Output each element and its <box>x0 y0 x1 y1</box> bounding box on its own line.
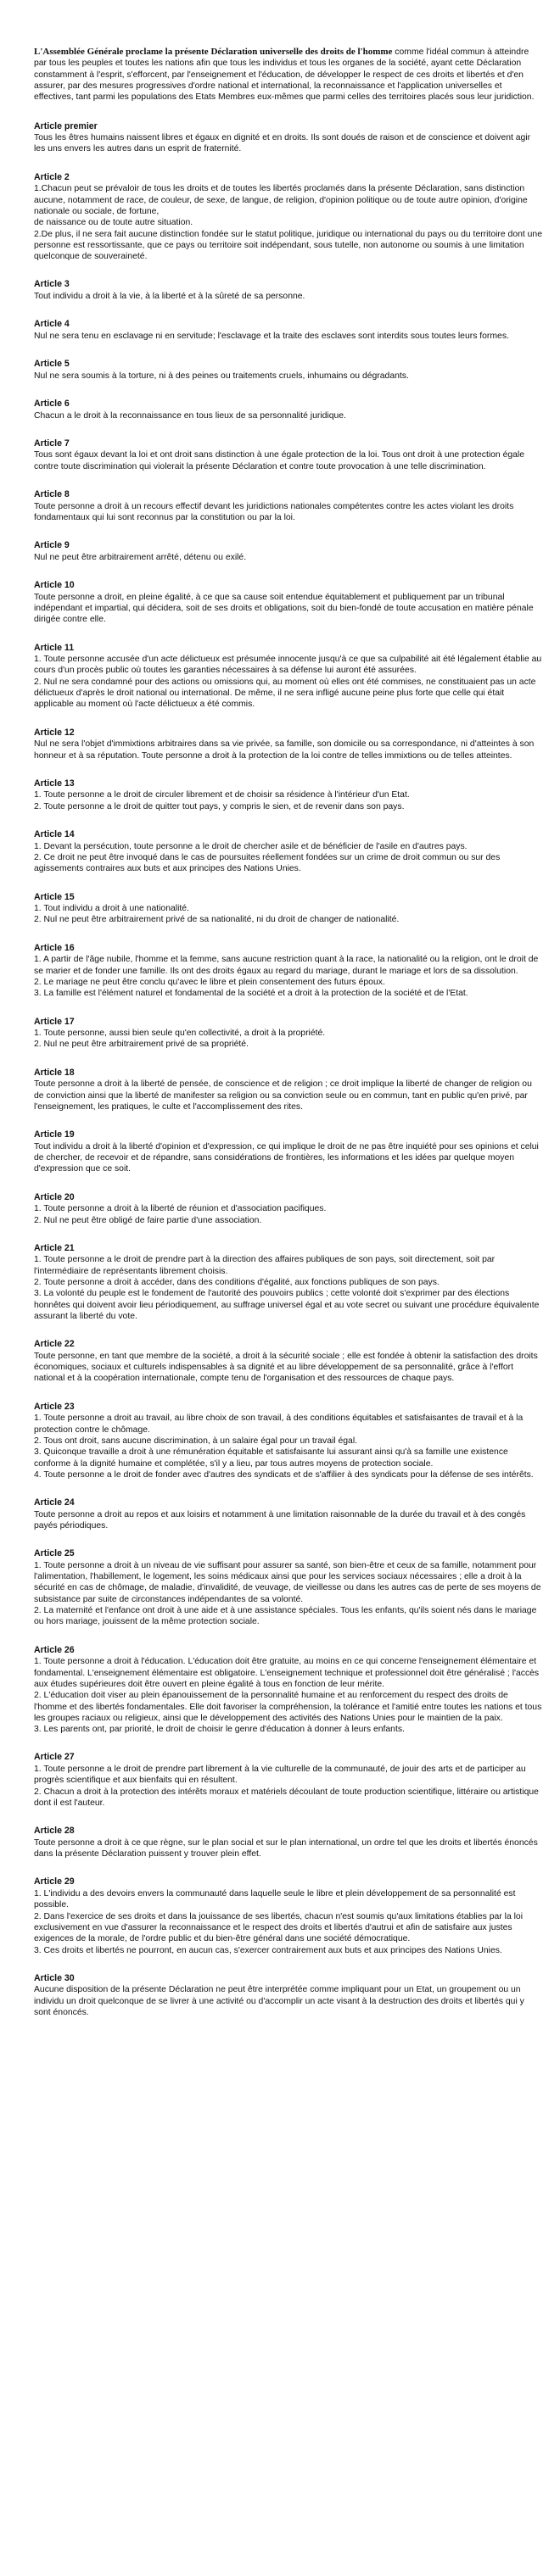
article-section <box>34 1192 543 1226</box>
article-body: 1. Tout individu a droit à une nationalité. 2. Nul ne peut être arbitrairement privé de sa nationalité, ni du droit de changer de nationalité. <box>34 904 400 925</box>
article-title: Article 2 <box>34 171 70 182</box>
preamble-text: comme l'idéal commun à atteindre par tous les peuples et toutes les nations afin que tous les individus et tous les organes de la société, ayant cette Déclaration constamment à l'esprit, s'efforcent, par l'enseignement et l'éducation, de développer le respect de ces droits et libertés et d'en assurer, par des mesures progressives d'ordre national et international, la reconnaissance et l'application universelles et effectives, tant parmi les populations des Etats Membres eux-mêmes que parmi celles des territoires placés sous leur juridiction. <box>34 47 535 103</box>
article-body: 1. Devant la persécution, toute personne a le droit de chercher asile et de bénéficier de l'asile en d'autres pays. 2. Ce droit ne peut être invoqué dans le cas de poursuites réellement fondées sur un crime de droit commun ou sur des agissements contraires aux buts et aux principes des Nations Unies. <box>34 841 501 874</box>
article-section <box>34 438 543 472</box>
article-section <box>34 279 543 302</box>
article-body: Nul ne sera soumis à la torture, ni à des peines ou traitements cruels, inhumains ou dégradants. <box>34 371 409 381</box>
article-body: Chacun a le droit à la reconnaissance en tous lieux de sa personnalité juridique. <box>34 410 346 421</box>
article-section <box>34 540 543 563</box>
article-body: 1. Toute personne accusée d'un acte délictueux est présumée innocente jusqu'à ce que sa culpabilité ait été légalement établie au cours d'un procès public où toutes les garanties nécessaires à sa défense lui auront été assurées. 2. Nul ne sera condamné pour des actions ou omissions qui, au moment où elles ont été commises, ne constituaient pas un acte délictueux d'après le droit national ou international. De même, il ne sera infligé aucune peine plus forte que celle qui était applicable au moment où l'acte délictueux a été commis. <box>34 655 542 710</box>
article-title: Article 26 <box>34 1644 75 1655</box>
article-section <box>34 359 543 382</box>
article-title: Article 25 <box>34 1548 75 1559</box>
article-title: Article 16 <box>34 942 75 953</box>
article-body: Tous les êtres humains naissent libres et égaux en dignité et en droits. Ils sont doués de raison et de conscience et doivent agir les uns envers les autres dans un esprit de fraternité. <box>34 133 531 154</box>
article-title: Article 20 <box>34 1191 75 1202</box>
article-section <box>34 892 543 926</box>
article-body: Aucune disposition de la présente Déclaration ne peut être interprétée comme impliquant pour un Etat, un groupement ou un individu un droit quelconque de se livrer à une activité ou d'accomplir un acte visant à la destruction des droits et libertés qui y sont énoncés. <box>34 1985 524 2018</box>
preamble-lead: L'Assemblée Générale proclame la présente Déclaration universelle des droits de l'homme <box>34 47 393 57</box>
article-title: Article 11 <box>34 642 75 653</box>
article-body: Nul ne sera tenu en esclavage ni en servitude; l'esclavage et la traite des esclaves sont interdits sous toutes leurs formes. <box>34 331 509 341</box>
article-section <box>34 1129 543 1174</box>
article-title: Article 19 <box>34 1129 75 1140</box>
article-list <box>34 121 543 2019</box>
article-body: 1. Toute personne a droit à un niveau de vie suffisant pour assurer sa santé, son bien-être et ceux de sa famille, notamment pour l'alimentation, l'habillement, le logement, les soins médicaux ainsi que pour les services sociaux nécessaires ; elle a droit à la sécurité en cas de chômage, de maladie, d'invalidité, de veuvage, de vieillesse ou dans les autres cas de perte de ses moyens de subsistance par suite de circonstances indépendantes de sa volonté. 2. La maternité et l'enfance ont droit à une aide et à une assistance spéciales. Tous les enfants, qu'ils soient nés dans le mariage ou hors mariage, jouissent de la même protection sociale. <box>34 1560 541 1627</box>
article-section <box>34 1752 543 1809</box>
article-section <box>34 1645 543 1736</box>
article-section <box>34 1068 543 1112</box>
article-title: Article 5 <box>34 359 70 370</box>
article-section <box>34 489 543 523</box>
article-title: Article 13 <box>34 778 75 789</box>
article-section <box>34 943 543 1000</box>
article-body: 1. Toute personne a le droit de circuler librement et de choisir sa résidence à l'intérieur d'un Etat. 2. Toute personne a le droit de quitter tout pays, y compris le sien, et de revenir dans son pays. <box>34 790 410 811</box>
article-body: 1. Toute personne a droit au travail, au libre choix de son travail, à des conditions équitables et satisfaisantes de travail et à la protection contre le chômage. 2. Tous ont droit, sans aucune discrimination, à un salaire égal pour un travail égal. 3. Quiconque travaille a droit à une rémunération équitable et satisfaisante lui assurant ainsi qu'à sa famille une existence conforme à la dignité humaine et complétée, s'il y a lieu, par tous autres moyens de protection sociale. 4. Toute personne a le droit de fonder avec d'autres des syndicats et de s'affilier à des syndicats pour la défense de ses intérêts. <box>34 1413 534 1480</box>
article-body: 1. Toute personne a droit à l'éducation. L'éducation doit être gratuite, au moins en ce qui concerne l'enseignement élémentaire et fondamental. L'enseignement élémentaire est obligatoire. L'enseignement technique et professionnel doit être généralisé ; l'accès aux études supérieures doit être ouvert en pleine égalité à tous en fonction de leur mérite. 2. L'éducation doit viser au plein épanouissement de la personnalité humaine et au renforcement du respect des droits de l'homme et des libertés fondamentales. Elle doit favoriser la compréhension, la tolérance et l'amitié entre toutes les nations et tous les groupes raciaux ou religieux, ainsi que le développement des activités des Nations Unies pour le maintien de la paix. 3. Les parents ont, par priorité, le droit de choisir le genre d'éducation à donner à leurs enfants. <box>34 1657 542 1735</box>
article-body: Toute personne a droit à ce que règne, sur le plan social et sur le plan international, un ordre tel que les droits et libertés énoncés dans la présente Déclaration puissent y trouver plein effet. <box>34 1837 538 1860</box>
article-section <box>34 728 543 761</box>
article-body: Toute personne a droit au repos et aux loisirs et notamment à une limitation raisonnable de la durée du travail et à des congés payés périodiques. <box>34 1509 526 1531</box>
article-body: 1. Toute personne a le droit de prendre part librement à la vie culturelle de la communauté, de jouir des arts et de participer au progrès scientifique et aux bienfaits qui en résultent. 2. Chacun a droit à la protection des intérêts moraux et matériels découlant de toute production scientifique, littéraire ou artistique dont il est l'auteur. <box>34 1765 539 1808</box>
article-title: Article 10 <box>34 580 75 591</box>
article-title: Article 29 <box>34 1876 75 1887</box>
article-title: Article 18 <box>34 1067 75 1078</box>
article-title: Article 28 <box>34 1826 75 1837</box>
article-section <box>34 1876 543 1955</box>
article-title: Article 27 <box>34 1752 75 1763</box>
article-title: Article 22 <box>34 1339 75 1350</box>
article-section <box>34 778 543 812</box>
article-body: Tout individu a droit à la liberté d'opinion et d'expression, ce qui implique le droit de ne pas être inquiété pour ses opinions et celui de chercher, de recevoir et de répandre, sans considérations de frontières, les informations et les idées par quelque moyen d'expression que ce soit. <box>34 1141 539 1174</box>
article-body: Nul ne peut être arbitrairement arrêté, détenu ou exilé. <box>34 552 247 562</box>
preamble <box>34 46 543 103</box>
article-title: Article 23 <box>34 1401 75 1412</box>
article-body: 1. Toute personne a droit à la liberté de réunion et d'association pacifiques. 2. Nul ne peut être obligé de faire partie d'une association. <box>34 1204 327 1225</box>
article-section <box>34 829 543 874</box>
article-section <box>34 1497 543 1531</box>
article-body: Toute personne, en tant que membre de la société, a droit à la sécurité sociale ; elle est fondée à obtenir la satisfaction des droits économiques, sociaux et culturels indispensables à sa dignité et au libre développement de sa personnalité, grâce à l'effort national et à la coopération internationale, compte tenu de l'organisation et des ressources de chaque pays. <box>34 1351 538 1384</box>
article-section <box>34 399 543 421</box>
article-section <box>34 1017 543 1051</box>
article-title: Article premier <box>34 120 98 131</box>
article-section <box>34 1548 543 1627</box>
article-title: Article 9 <box>34 540 70 551</box>
article-section <box>34 121 543 155</box>
article-title: Article 21 <box>34 1242 75 1253</box>
article-title: Article 12 <box>34 727 75 738</box>
article-title: Article 24 <box>34 1497 75 1508</box>
article-body: 1.Chacun peut se prévaloir de tous les droits et de toutes les libertés proclamés dans la présente Déclaration, sans distinction aucune, notamment de race, de couleur, de sexe, de langue, de religion, d'opinion politique ou de toute autre opinion, d'origine nationale ou sociale, de fortune, de naissance ou de toute autre situation. 2.De plus, il ne sera fait aucune distinction fondée sur le statut politique, juridique ou international du pays ou du territoire dont une personne est ressortissante, que ce pays ou territoire soit indépendant, sous tutelle, non autonome ou soumis à une limitation quelconque de souveraineté. <box>34 184 542 262</box>
article-body: Toute personne a droit, en pleine égalité, à ce que sa cause soit entendue équitablement et publiquement par un tribunal indépendant et impartial, qui décidera, soit de ses droits et obligations, soit du bien-fondé de toute accusation en matière pénale dirigée contre elle. <box>34 592 534 625</box>
article-body: 1. Toute personne, aussi bien seule qu'en collectivité, a droit à la propriété. 2. Nul ne peut être arbitrairement privé de sa propriété. <box>34 1029 326 1050</box>
article-section <box>34 580 543 625</box>
article-body: 1. A partir de l'âge nubile, l'homme et la femme, sans aucune restriction quant à la race, la nationalité ou la religion, ont le droit de se marier et de fonder une famille. Ils ont des droits égaux au regard du mariage, durant le mariage et lors de sa dissolution. 2. Le mariage ne peut être conclu qu'avec le libre et plein consentement des futurs époux. 3. La famille est l'élément naturel et fondamental de la société et a droit à la protection de la société et de l'Etat. <box>34 955 539 999</box>
article-section <box>34 643 543 711</box>
article-body: Tout individu a droit à la vie, à la liberté et à la sûreté de sa personne. <box>34 292 305 302</box>
article-title: Article 8 <box>34 489 70 500</box>
article-section <box>34 1243 543 1322</box>
article-body: Toute personne a droit à la liberté de pensée, de conscience et de religion ; ce droit implique la liberté de changer de religion ou de conviction ainsi que la liberté de manifester sa religion ou sa conviction seule ou en commun, tant en public qu'en privé, par l'enseignement, les pratiques, le culte et l'accomplissement des rites. <box>34 1079 532 1112</box>
article-title: Article 7 <box>34 438 70 449</box>
article-title: Article 4 <box>34 319 70 330</box>
article-section <box>34 1402 543 1480</box>
article-body: 1. Toute personne a le droit de prendre part à la direction des affaires publiques de son pays, soit directement, soit par l'intermédiaire de représentants librement choisis. 2. Toute personne a droit à accéder, dans des conditions d'égalité, aux fonctions publiques de son pays. 3. La volonté du peuple est le fondement de l'autorité des pouvoirs publics ; cette volonté doit s'exprimer par des élections honnêtes qui doivent avoir lieu périodiquement, au suffrage universel égal et au vote secret ou suivant une procédure équivalente assurant la liberté du vote. <box>34 1255 540 1321</box>
article-body: 1. L'individu a des devoirs envers la communauté dans laquelle seule le libre et plein développement de sa personnalité est possible. 2. Dans l'exercice de ses droits et dans la jouissance de ses libertés, chacun n'est soumis qu'aux limitations établies par la loi exclusivement en vue d'assurer la reconnaissance et le respect des droits et libertés d'autrui et afin de satisfaire aux justes exigences de la morale, de l'ordre public et du bien-être général dans une société démocratique. 3. Ces droits et libertés ne pourront, en aucun cas, s'exercer contrairement aux buts et aux principes des Nations Unies. <box>34 1888 524 1955</box>
article-section <box>34 319 543 342</box>
article-section <box>34 172 543 263</box>
article-title: Article 30 <box>34 1972 75 1983</box>
article-section <box>34 1339 543 1384</box>
article-body: Toute personne a droit à un recours effectif devant les juridictions nationales compétentes contre les actes violant les droits fondamentaux qui lui sont reconnus par la constitution ou par la loi. <box>34 501 514 522</box>
article-body: Tous sont égaux devant la loi et ont droit sans distinction à une égale protection de la loi. Tous ont droit à une protection égale contre toute discrimination qui violerait la présente Déclaration et contre toute provocation à une telle discrimination. <box>34 450 525 471</box>
article-title: Article 14 <box>34 829 75 840</box>
article-body: Nul ne sera l'objet d'immixtions arbitraires dans sa vie privée, sa famille, son domicile ou sa correspondance, ni d'atteintes à son honneur et à sa réputation. Toute personne a droit à la protection de la loi contre de telles immixtions ou de telles atteintes. <box>34 739 535 761</box>
article-title: Article 15 <box>34 891 75 902</box>
article-title: Article 17 <box>34 1016 75 1027</box>
article-title: Article 6 <box>34 399 70 410</box>
article-title: Article 3 <box>34 279 70 290</box>
article-section <box>34 1973 543 2018</box>
article-section <box>34 1826 543 1860</box>
declaration-document <box>34 46 543 2035</box>
